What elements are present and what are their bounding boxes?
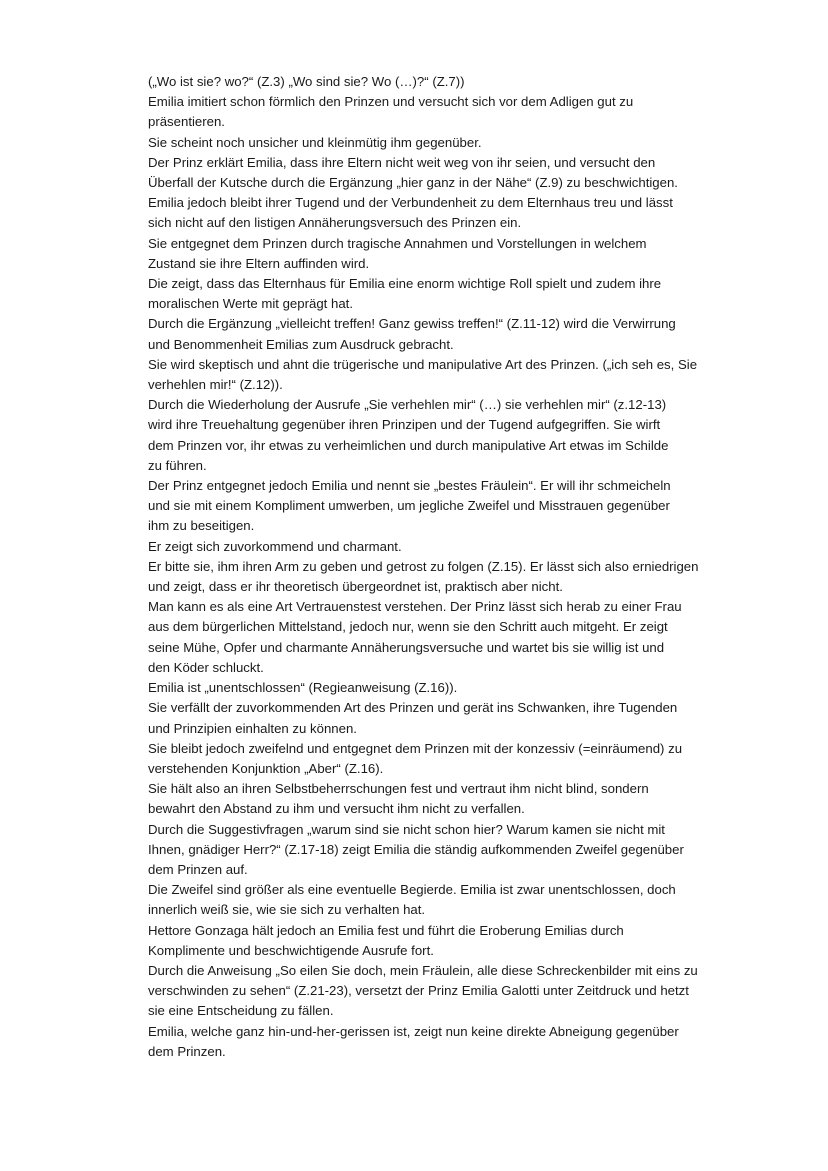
text-line: Komplimente und beschwichtigende Ausrufe fort.: [148, 942, 434, 958]
text-line: Sie scheint noch unsicher und kleinmütig ihm gegenüber.: [148, 134, 482, 150]
text-line: dem Prinzen.: [148, 1043, 226, 1059]
text-line: Hettore Gonzaga hält jedoch an Emilia fest und führt die Eroberung Emilias durch: [148, 922, 624, 938]
text-line: Emilia imitiert schon förmlich den Prinzen und versucht sich vor dem Adligen gut zu: [148, 94, 634, 110]
text-line: („Wo ist sie? wo?“ (Z.3) „Wo sind sie? Wo (…)?“ (Z.7)): [148, 74, 465, 89]
text-line: Emilia, welche ganz hin-und-her-gerissen ist, zeigt nun keine direkte Abneigung gegenüber: [148, 1023, 679, 1039]
text-line: Sie verfällt der zuvorkommenden Art des Prinzen und gerät ins Schwanken, ihre Tugenden: [148, 700, 678, 716]
text-line: Überfall der Kutsche durch die Ergänzung „hier ganz in der Nähe“ (Z.9) zu beschwichtigen.: [148, 175, 678, 191]
text-line: verstehenden Konjunktion „Aber“ (Z.16).: [148, 760, 384, 776]
text-line: ihm zu beseitigen.: [148, 518, 255, 534]
text-line: präsentieren.: [148, 114, 225, 130]
text-line: Sie wird skeptisch und ahnt die trügerische und manipulative Art des Prinzen. („ich seh es, Sie: [148, 356, 698, 372]
text-line: Er zeigt sich zuvorkommend und charmant.: [148, 538, 402, 554]
text-line: moralischen Werte mit geprägt hat.: [148, 296, 353, 312]
text-line: Durch die Anweisung „So eilen Sie doch, mein Fräulein, alle diese Schreckenbilder mit eins zu: [148, 962, 698, 978]
text-line: Ihnen, gnädiger Herr?“ (Z.17-18) zeigt Emilia die ständig aufkommenden Zweifel gegenüber: [148, 841, 684, 857]
text-line: Durch die Suggestivfragen „warum sind sie nicht schon hier? Warum kamen sie nicht mit: [148, 821, 665, 837]
text-line: Man kann es als eine Art Vertrauenstest verstehen. Der Prinz lässt sich herab zu einer Frau: [148, 599, 682, 615]
text-line: Sie entgegnet dem Prinzen durch tragische Annahmen und Vorstellungen in welchem: [148, 235, 647, 251]
text-line: Durch die Wiederholung der Ausrufe „Sie verhehlen mir“ (…) sie verhehlen mir“ (z.12-13): [148, 397, 667, 413]
text-line: Zustand sie ihre Eltern auffinden wird.: [148, 255, 370, 271]
text-line: und Benommenheit Emilias zum Ausdruck gebracht.: [148, 336, 454, 352]
text-line: Er bitte sie, ihm ihren Arm zu geben und getrost zu folgen (Z.15). Er lässt sich also erniedrigen: [148, 558, 699, 574]
text-line: und sie mit einem Kompliment umwerben, um jegliche Zweifel und Misstrauen gegenüber: [148, 498, 670, 514]
text-line: zu führen.: [148, 457, 207, 473]
text-line: wird ihre Treuehaltung gegenüber ihren Prinzipen und der Tugend aufgegriffen. Sie wirft: [148, 417, 661, 433]
text-line: seine Mühe, Opfer und charmante Annäherungsversuche und wartet bis sie willig ist und: [148, 639, 665, 655]
text-line: den Köder schluckt.: [148, 659, 264, 675]
essay-text: [148, 72, 748, 1062]
text-line: und Prinzipien einhalten zu können.: [148, 720, 357, 736]
text-line: dem Prinzen auf.: [148, 861, 248, 877]
text-line: Die Zweifel sind größer als eine eventuelle Begierde. Emilia ist zwar unentschlossen, doch: [148, 882, 676, 898]
text-line: verschwinden zu sehen“ (Z.21-23), versetzt der Prinz Emilia Galotti unter Zeitdruck und hetzt: [148, 983, 689, 999]
text-line: Sie bleibt jedoch zweifelnd und entgegnet dem Prinzen mit der konzessiv (=einräumend) zu: [148, 740, 683, 756]
text-line: und zeigt, dass er ihr theoretisch übergeordnet ist, praktisch aber nicht.: [148, 579, 563, 595]
text-line: verhehlen mir!“ (Z.12)).: [148, 377, 283, 393]
text-line: Der Prinz entgegnet jedoch Emilia und nennt sie „bestes Fräulein“. Er will ihr schmeicheln: [148, 478, 671, 494]
text-line: innerlich weiß sie, wie sie sich zu verhalten hat.: [148, 902, 426, 918]
text-line: Der Prinz erklärt Emilia, dass ihre Eltern nicht weit weg von ihr seien, und versucht den: [148, 154, 656, 170]
text-line: Die zeigt, dass das Elternhaus für Emilia eine enorm wichtige Roll spielt und zudem ihre: [148, 276, 662, 292]
text-line: aus dem bürgerlichen Mittelstand, jedoch nur, wenn sie den Schritt auch mitgeht. Er zeigt: [148, 619, 668, 635]
text-line: Durch die Ergänzung „vielleicht treffen! Ganz gewiss treffen!“ (Z.11-12) wird die Verwirrung: [148, 316, 676, 332]
text-line: dem Prinzen vor, ihr etwas zu verheimlichen und durch manipulative Art etwas im Schilde: [148, 437, 669, 453]
text-line: sich nicht auf den listigen Annäherungsversuch des Prinzen ein.: [148, 215, 522, 231]
text-line: Sie hält also an ihren Selbstbeherrschungen fest und vertraut ihm nicht blind, sondern: [148, 781, 649, 797]
document-page: [148, 72, 748, 1062]
text-line: bewahrt den Abstand zu ihm und versucht ihm nicht zu verfallen.: [148, 801, 525, 817]
text-line: sie eine Entscheidung zu fällen.: [148, 1003, 334, 1019]
text-line: Emilia jedoch bleibt ihrer Tugend und der Verbundenheit zu dem Elternhaus treu und lässt: [148, 195, 673, 211]
text-line: Emilia ist „unentschlossen“ (Regieanweisung (Z.16)).: [148, 680, 458, 696]
